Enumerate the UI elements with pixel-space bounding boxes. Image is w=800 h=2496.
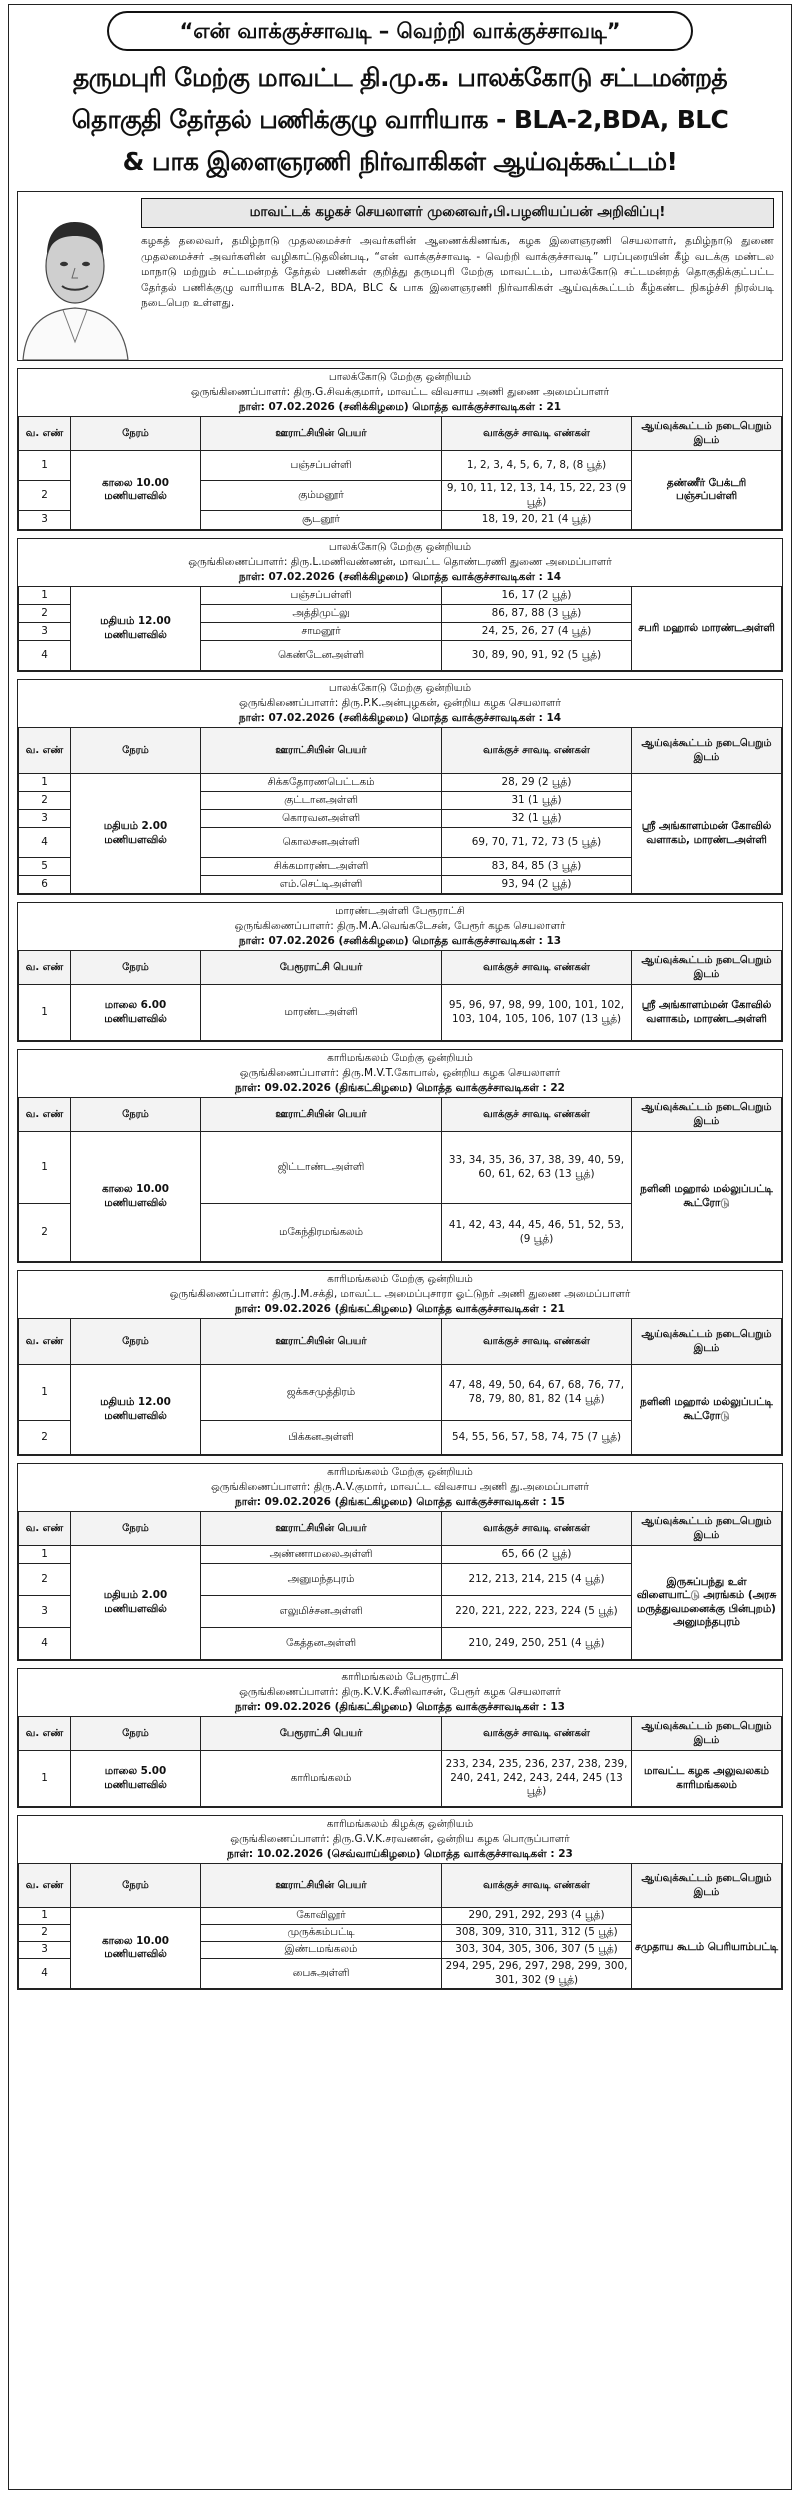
col-serial: வ. எண்	[19, 1512, 71, 1546]
section-header	[18, 1050, 782, 1097]
title-line: & பாக இளைஞரணி நிர்வாகிகள் ஆய்வுக்கூட்டம்!	[122, 147, 678, 176]
notice-page	[8, 4, 792, 2490]
row-number: 3	[19, 1942, 71, 1959]
col-booths: வாக்குச் சாவடி எண்கள்	[442, 951, 632, 985]
schedule-table	[18, 416, 782, 530]
booth-numbers: 86, 87, 88 (3 பூத்)	[442, 605, 632, 623]
booth-numbers: 54, 55, 56, 57, 58, 74, 75 (7 பூத்)	[442, 1421, 632, 1455]
row-number: 3	[19, 810, 71, 828]
meeting-section	[17, 1049, 783, 1263]
meeting-time: மதியம் 2.00 மணியளவில்	[71, 774, 201, 894]
row-number: 1	[19, 774, 71, 792]
col-time: நேரம்	[71, 1717, 201, 1751]
schedule-table	[18, 1716, 782, 1807]
booth-numbers: 69, 70, 71, 72, 73 (5 பூத்)	[442, 828, 632, 858]
col-time: நேரம்	[71, 1864, 201, 1908]
village-name: முருக்கம்பட்டி	[201, 1925, 442, 1942]
table-row	[19, 587, 782, 605]
meeting-venue: நளினி மஹால் மல்லுப்பட்டி கூட்ரோடு	[632, 1365, 782, 1455]
village-name: கோவிலூர்	[201, 1908, 442, 1925]
coordinator: ஒருங்கிணைப்பாளர்: திரு.M.A.வெங்கடேசன், பேரூர் கழக செயலாளர்	[234, 920, 566, 932]
announcement-text: கழகத் தலைவர், தமிழ்நாடு முதலமைச்சர் அவர்களின் ஆணைக்கிணங்க, கழக இளைஞரணி செயலாளர், தமிழ்நாடு துணை முதலமைச்சர் அவர்களின் வழிகாட்டுதலின்படி, “என் வாக்குச்சாவடி - வெற்றி வாக்குச்சாவடி” பரப்புரையின் கீழ் வடக்கு மண்டல மாநாடு மற்றும் சட்டமன்றத் தேர்தல் பணிகள் குறித்து தருமபுரி மேற்கு மாவட்டம், பாலக்கோடு சட்டமன்றத் தொகுதிக்குட்பட்ட தேர்தல் பணிக்குழு வாரியாக BLA-2, BDA, BLC & பாக இளைஞரணி நிர்வாகிகள் ஆய்வுக்கூட்டம் கீழ்கண்ட நிகழ்ச்சி நிரல்படி நடைபெற உள்ளது.	[141, 235, 774, 309]
village-name: எலுமிச்சனஅள்ளி	[201, 1596, 442, 1628]
village-name: காரிமங்கலம்	[201, 1751, 442, 1807]
meeting-date: நாள்: 10.02.2026 (செவ்வாய்கிழமை) மொத்த வாக்குச்சாவடிகள் : 23	[227, 1848, 573, 1860]
coordinator: ஒருங்கிணைப்பாளர்: திரு.K.V.K.சீனிவாசன், பேரூர் கழக செயலாளர்	[239, 1686, 561, 1698]
table-header-row	[19, 1319, 782, 1365]
main-title	[17, 57, 783, 183]
row-number: 2	[19, 1564, 71, 1596]
col-booths: வாக்குச் சாவடி எண்கள்	[442, 1717, 632, 1751]
meeting-venue: நளினி மஹால் மல்லுப்பட்டி கூட்ரோடு	[632, 1132, 782, 1262]
slogan-banner: “என் வாக்குச்சாவடி – வெற்றி வாக்குச்சாவடி”	[107, 11, 693, 51]
meeting-venue: சபரி மஹால் மாரண்டஅள்ளி	[632, 587, 782, 671]
coordinator: ஒருங்கிணைப்பாளர்: திரு.J.M.சக்தி, மாவட்ட அமைப்புசாரா ஓட்டுநர் அணி துணை அமைப்பாளர்	[169, 1288, 631, 1300]
village-name: கொலசனஅள்ளி	[201, 828, 442, 858]
village-name: பஞ்சப்பள்ளி	[201, 587, 442, 605]
col-serial: வ. எண்	[19, 951, 71, 985]
col-booths: வாக்குச் சாவடி எண்கள்	[442, 1864, 632, 1908]
village-name: கும்மனூர்	[201, 481, 442, 511]
table-row	[19, 1751, 782, 1807]
col-serial: வ. எண்	[19, 1864, 71, 1908]
meeting-time: மதியம் 12.00 மணியளவில்	[71, 1365, 201, 1455]
booth-numbers: 41, 42, 43, 44, 45, 46, 51, 52, 53, (9 பூத்)	[442, 1204, 632, 1262]
row-number: 1	[19, 1365, 71, 1421]
col-village: ஊராட்சியின் பெயர்	[201, 1319, 442, 1365]
col-serial: வ. எண்	[19, 1717, 71, 1751]
table-row	[19, 985, 782, 1041]
meeting-date: நாள்: 09.02.2026 (திங்கட்கிழமை) மொத்த வாக்குச்சாவடிகள் : 21	[235, 1303, 565, 1315]
secretary-photo	[18, 192, 133, 360]
village-name: அனுமந்தபுரம்	[201, 1564, 442, 1596]
col-booths: வாக்குச் சாவடி எண்கள்	[442, 728, 632, 774]
row-number: 4	[19, 641, 71, 671]
col-booths: வாக்குச் சாவடி எண்கள்	[442, 417, 632, 451]
booth-numbers: 290, 291, 292, 293 (4 பூத்)	[442, 1908, 632, 1925]
row-number: 3	[19, 623, 71, 641]
booth-numbers: 220, 221, 222, 223, 224 (5 பூத்)	[442, 1596, 632, 1628]
meeting-venue: சமுதாய கூடம் பெரியாம்பட்டி	[632, 1908, 782, 1989]
section-header	[18, 903, 782, 950]
col-serial: வ. எண்	[19, 1098, 71, 1132]
booth-numbers: 24, 25, 26, 27 (4 பூத்)	[442, 623, 632, 641]
meeting-section	[17, 679, 783, 895]
booth-numbers: 32 (1 பூத்)	[442, 810, 632, 828]
col-venue: ஆய்வுக்கூட்டம் நடைபெறும் இடம்	[632, 728, 782, 774]
coordinator: ஒருங்கிணைப்பாளர்: திரு.L.மணிவண்ணன், மாவட்ட தொண்டரணி துணை அமைப்பாளர்	[188, 556, 612, 568]
meeting-section	[17, 538, 783, 672]
meeting-time: காலை 10.00 மணியளவில்	[71, 1908, 201, 1989]
meeting-time: மாலை 6.00 மணியளவில்	[71, 985, 201, 1041]
booth-numbers: 95, 96, 97, 98, 99, 100, 101, 102, 103, 104, 105, 106, 107 (13 பூத்)	[442, 985, 632, 1041]
col-village: ஊராட்சியின் பெயர்	[201, 417, 442, 451]
section-header	[18, 1669, 782, 1716]
booth-numbers: 31 (1 பூத்)	[442, 792, 632, 810]
section-header	[18, 1271, 782, 1318]
table-header-row	[19, 728, 782, 774]
col-village: ஊராட்சியின் பெயர்	[201, 728, 442, 774]
table-header-row	[19, 417, 782, 451]
row-number: 1	[19, 1546, 71, 1564]
col-venue: ஆய்வுக்கூட்டம் நடைபெறும் இடம்	[632, 1319, 782, 1365]
village-name: இண்டமங்கலம்	[201, 1942, 442, 1959]
booth-numbers: 93, 94 (2 பூத்)	[442, 876, 632, 894]
coordinator: ஒருங்கிணைப்பாளர்: திரு.M.V.T.கோபால், ஒன்றிய கழக செயலாளர்	[239, 1067, 561, 1079]
row-number: 2	[19, 792, 71, 810]
row-number: 1	[19, 451, 71, 481]
village-name: சிக்கதோரணபெட்டகம்	[201, 774, 442, 792]
meeting-date: நாள்: 07.02.2026 (சனிக்கிழமை) மொத்த வாக்குச்சாவடிகள் : 21	[238, 401, 562, 413]
section-header	[18, 539, 782, 586]
table-header-row	[19, 1098, 782, 1132]
row-number: 4	[19, 1959, 71, 1989]
village-name: அண்ணாமலைஅள்ளி	[201, 1546, 442, 1564]
col-village: பேரூராட்சி பெயர்	[201, 1717, 442, 1751]
meeting-date: நாள்: 09.02.2026 (திங்கட்கிழமை) மொத்த வாக்குச்சாவடிகள் : 22	[235, 1082, 565, 1094]
booth-numbers: 83, 84, 85 (3 பூத்)	[442, 858, 632, 876]
meeting-time: மதியம் 12.00 மணியளவில்	[71, 587, 201, 671]
meeting-section	[17, 902, 783, 1042]
booth-numbers: 9, 10, 11, 12, 13, 14, 15, 22, 23 (9 பூத்)	[442, 481, 632, 511]
schedule-table	[18, 1318, 782, 1455]
meeting-venue: ஸ்ரீ அங்காளம்மன் கோவில் வளாகம், மாரண்டஅள்ளி	[632, 985, 782, 1041]
booth-numbers: 294, 295, 296, 297, 298, 299, 300, 301, 302 (9 பூத்)	[442, 1959, 632, 1989]
booth-numbers: 1, 2, 3, 4, 5, 6, 7, 8, (8 பூத்)	[442, 451, 632, 481]
col-venue: ஆய்வுக்கூட்டம் நடைபெறும் இடம்	[632, 417, 782, 451]
table-header-row	[19, 951, 782, 985]
col-serial: வ. எண்	[19, 417, 71, 451]
col-booths: வாக்குச் சாவடி எண்கள்	[442, 1319, 632, 1365]
village-name: பிக்கனஅள்ளி	[201, 1421, 442, 1455]
section-header	[18, 680, 782, 727]
col-venue: ஆய்வுக்கூட்டம் நடைபெறும் இடம்	[632, 1512, 782, 1546]
village-name: மகேந்திரமங்கலம்	[201, 1204, 442, 1262]
village-name: ஜக்கசமுத்திரம்	[201, 1365, 442, 1421]
row-number: 4	[19, 828, 71, 858]
meeting-date: நாள்: 09.02.2026 (திங்கட்கிழமை) மொத்த வாக்குச்சாவடிகள் : 13	[235, 1701, 565, 1713]
village-name: சாமனூர்	[201, 623, 442, 641]
title-line: தொகுதி தேர்தல் பணிக்குழு வாரியாக - BLA-2,BDA, BLC	[71, 105, 729, 134]
booth-numbers: 33, 34, 35, 36, 37, 38, 39, 40, 59, 60, 61, 62, 63 (13 பூத்)	[442, 1132, 632, 1204]
col-venue: ஆய்வுக்கூட்டம் நடைபெறும் இடம்	[632, 1098, 782, 1132]
row-number: 1	[19, 1908, 71, 1925]
schedule-table	[18, 1511, 782, 1660]
table-header-row	[19, 1512, 782, 1546]
row-number: 6	[19, 876, 71, 894]
col-booths: வாக்குச் சாவடி எண்கள்	[442, 1098, 632, 1132]
table-row	[19, 1132, 782, 1204]
table-row	[19, 451, 782, 481]
union-name: பாலக்கோடு மேற்கு ஒன்றியம்	[328, 541, 472, 553]
meeting-date: நாள்: 07.02.2026 (சனிக்கிழமை) மொத்த வாக்குச்சாவடிகள் : 13	[238, 935, 562, 947]
meeting-section	[17, 1270, 783, 1456]
row-number: 4	[19, 1628, 71, 1660]
col-village: பேரூராட்சி பெயர்	[201, 951, 442, 985]
village-name: ஜிட்டாண்டஅள்ளி	[201, 1132, 442, 1204]
row-number: 2	[19, 1421, 71, 1455]
coordinator: ஒருங்கிணைப்பாளர்: திரு.A.V.குமார், மாவட்ட விவசாய அணி து.அமைப்பாளர்	[211, 1481, 589, 1493]
booth-numbers: 212, 213, 214, 215 (4 பூத்)	[442, 1564, 632, 1596]
table-header-row	[19, 1717, 782, 1751]
row-number: 5	[19, 858, 71, 876]
booth-numbers: 210, 249, 250, 251 (4 பூத்)	[442, 1628, 632, 1660]
table-row	[19, 1908, 782, 1925]
booth-numbers: 30, 89, 90, 91, 92 (5 பூத்)	[442, 641, 632, 671]
col-venue: ஆய்வுக்கூட்டம் நடைபெறும் இடம்	[632, 1864, 782, 1908]
booth-numbers: 308, 309, 310, 311, 312 (5 பூத்)	[442, 1925, 632, 1942]
col-time: நேரம்	[71, 1319, 201, 1365]
col-village: ஊராட்சியின் பெயர்	[201, 1512, 442, 1546]
village-name: சிக்கமாரண்டஅள்ளி	[201, 858, 442, 876]
section-header	[18, 1464, 782, 1511]
meeting-date: நாள்: 07.02.2026 (சனிக்கிழமை) மொத்த வாக்குச்சாவடிகள் : 14	[238, 712, 562, 724]
meeting-date: நாள்: 09.02.2026 (திங்கட்கிழமை) மொத்த வாக்குச்சாவடிகள் : 15	[235, 1496, 565, 1508]
table-row	[19, 1546, 782, 1564]
union-name: பாலக்கோடு மேற்கு ஒன்றியம்	[328, 371, 472, 383]
meeting-venue: மாவட்ட கழக அலுவலகம் காரிமங்கலம்	[632, 1751, 782, 1807]
title-line: தருமபுரி மேற்கு மாவட்ட தி.மு.க. பாலக்கோடு சட்டமன்றத்	[72, 63, 728, 92]
booth-numbers: 47, 48, 49, 50, 64, 67, 68, 76, 77, 78, 79, 80, 81, 82 (14 பூத்)	[442, 1365, 632, 1421]
meeting-venue: தண்ணீர் பேக்டரி பஞ்சப்பள்ளி	[632, 451, 782, 530]
schedule-table	[18, 1863, 782, 1989]
row-number: 1	[19, 985, 71, 1041]
row-number: 1	[19, 1751, 71, 1807]
row-number: 2	[19, 1925, 71, 1942]
row-number: 2	[19, 605, 71, 623]
table-row	[19, 1365, 782, 1421]
booth-numbers: 233, 234, 235, 236, 237, 238, 239, 240, 241, 242, 243, 244, 245 (13 பூத்)	[442, 1751, 632, 1807]
table-row	[19, 774, 782, 792]
village-name: பஞ்சப்பள்ளி	[201, 451, 442, 481]
village-name: மாரண்டஅள்ளி	[201, 985, 442, 1041]
col-time: நேரம்	[71, 951, 201, 985]
union-name: மாரண்டஅள்ளி பேரூராட்சி	[335, 905, 465, 917]
col-time: நேரம்	[71, 1512, 201, 1546]
union-name: காரிமங்கலம் மேற்கு ஒன்றியம்	[327, 1273, 473, 1285]
announcement-box	[17, 191, 783, 361]
row-number: 3	[19, 511, 71, 530]
meeting-time: காலை 10.00 மணியளவில்	[71, 1132, 201, 1262]
meeting-section	[17, 368, 783, 531]
schedule-table	[18, 727, 782, 894]
union-name: காரிமங்கலம் கிழக்கு ஒன்றியம்	[326, 1818, 474, 1830]
section-header	[18, 369, 782, 416]
booth-numbers: 28, 29 (2 பூத்)	[442, 774, 632, 792]
schedule-table	[18, 1097, 782, 1262]
meeting-section	[17, 1463, 783, 1661]
meeting-date: நாள்: 07.02.2026 (சனிக்கிழமை) மொத்த வாக்குச்சாவடிகள் : 14	[238, 571, 562, 583]
col-time: நேரம்	[71, 728, 201, 774]
row-number: 2	[19, 1204, 71, 1262]
col-venue: ஆய்வுக்கூட்டம் நடைபெறும் இடம்	[632, 951, 782, 985]
village-name: கேத்தனஅள்ளி	[201, 1628, 442, 1660]
col-serial: வ. எண்	[19, 1319, 71, 1365]
union-name: காரிமங்கலம் மேற்கு ஒன்றியம்	[327, 1052, 473, 1064]
booth-numbers: 18, 19, 20, 21 (4 பூத்)	[442, 511, 632, 530]
union-name: காரிமங்கலம் பேரூராட்சி	[341, 1671, 459, 1683]
col-time: நேரம்	[71, 1098, 201, 1132]
col-time: நேரம்	[71, 417, 201, 451]
meeting-section	[17, 1668, 783, 1808]
meeting-time: காலை 10.00 மணியளவில்	[71, 451, 201, 530]
row-number: 1	[19, 1132, 71, 1204]
col-village: ஊராட்சியின் பெயர்	[201, 1864, 442, 1908]
row-number: 2	[19, 481, 71, 511]
village-name: கெண்டேனஅள்ளி	[201, 641, 442, 671]
village-name: குட்டானஅள்ளி	[201, 792, 442, 810]
meeting-time: மதியம் 2.00 மணியளவில்	[71, 1546, 201, 1660]
schedule-table	[18, 586, 782, 671]
col-serial: வ. எண்	[19, 728, 71, 774]
booth-numbers: 65, 66 (2 பூத்)	[442, 1546, 632, 1564]
announcement-heading: மாவட்டக் கழகச் செயலாளர் முனைவர்,பி.பழனியப்பன் அறிவிப்பு!	[141, 198, 774, 228]
village-name: பைசுஅள்ளி	[201, 1959, 442, 1989]
union-name: பாலக்கோடு மேற்கு ஒன்றியம்	[328, 682, 472, 694]
row-number: 3	[19, 1596, 71, 1628]
row-number: 1	[19, 587, 71, 605]
table-header-row	[19, 1864, 782, 1908]
meeting-section	[17, 1815, 783, 1990]
meeting-venue: ஸ்ரீ அங்காளம்மன் கோவில் வளாகம், மாரண்டஅள்ளி	[632, 774, 782, 894]
village-name: கொரவனஅள்ளி	[201, 810, 442, 828]
booth-numbers: 303, 304, 305, 306, 307 (5 பூத்)	[442, 1942, 632, 1959]
col-booths: வாக்குச் சாவடி எண்கள்	[442, 1512, 632, 1546]
schedule-table	[18, 950, 782, 1041]
village-name: அத்திமுட்லு	[201, 605, 442, 623]
union-name: காரிமங்கலம் மேற்கு ஒன்றியம்	[327, 1466, 473, 1478]
meeting-time: மாலை 5.00 மணியளவில்	[71, 1751, 201, 1807]
col-village: ஊராட்சியின் பெயர்	[201, 1098, 442, 1132]
announcement-content	[133, 192, 782, 360]
col-venue: ஆய்வுக்கூட்டம் நடைபெறும் இடம்	[632, 1717, 782, 1751]
coordinator: ஒருங்கிணைப்பாளர்: திரு.G.சிவக்குமார், மாவட்ட விவசாய அணி துணை அமைப்பாளர்	[190, 386, 610, 398]
coordinator: ஒருங்கிணைப்பாளர்: திரு.G.V.K.சரவணன், ஒன்றிய கழக பொருப்பாளர்	[230, 1833, 570, 1845]
meeting-venue: இருசுப்பந்து உள் விளையாட்டு அரங்கம் (அரசு மருத்துவமனைக்கு பின்புறம்) அனுமந்தபுரம்	[632, 1546, 782, 1660]
village-name: எம்.செட்டிஅள்ளி	[201, 876, 442, 894]
booth-numbers: 16, 17 (2 பூத்)	[442, 587, 632, 605]
section-header	[18, 1816, 782, 1863]
village-name: சூடனூர்	[201, 511, 442, 530]
coordinator: ஒருங்கிணைப்பாளர்: திரு.P.K.அன்புழகன், ஒன்றிய கழக செயலாளர்	[239, 697, 561, 709]
